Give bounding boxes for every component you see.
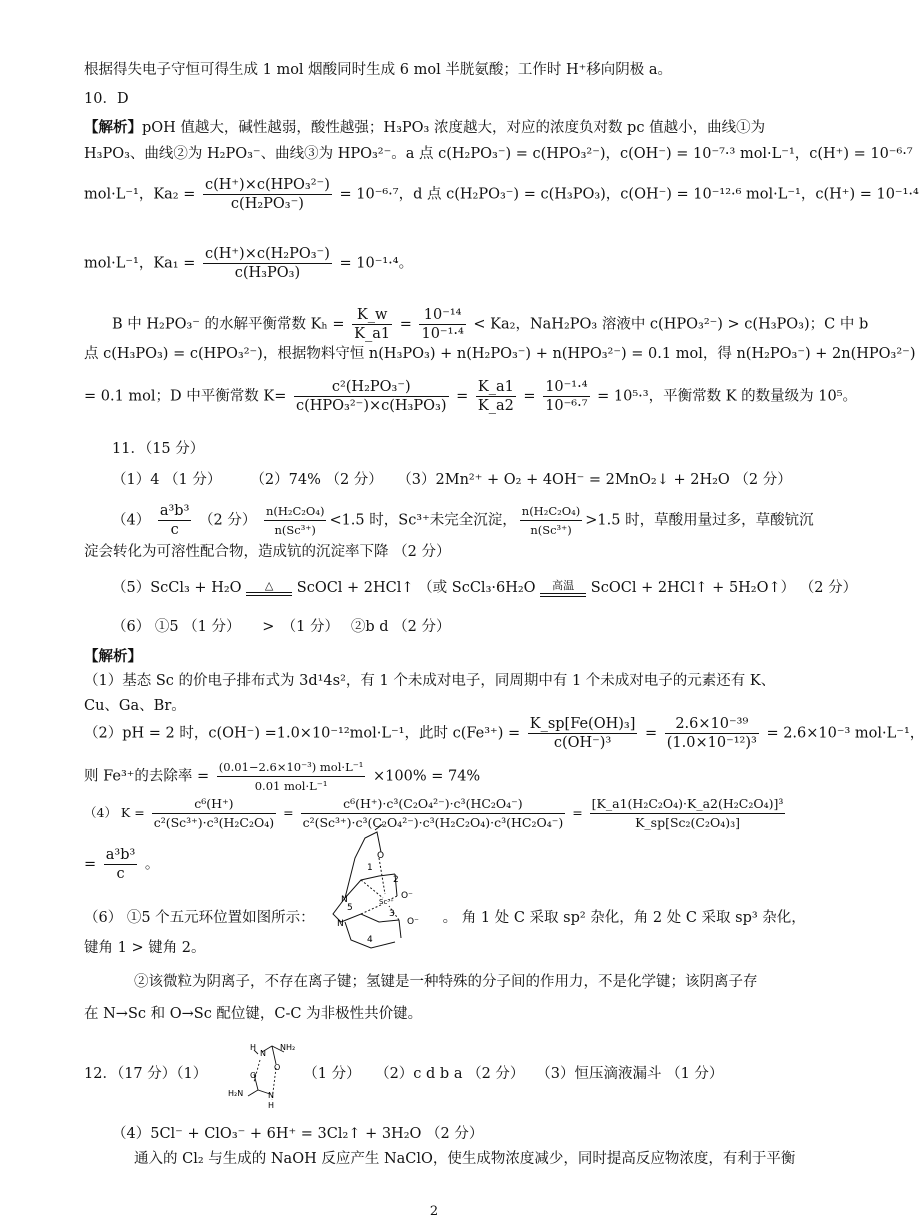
denominator: c(H₃PO₃) [234,265,301,281]
urea-dimer-structure [220,1034,310,1116]
fraction [158,502,192,539]
page-number: 2 [429,1204,439,1219]
equation-kh [112,306,869,343]
numerator: n(H₂C₂O₄) [520,502,582,521]
equation-ka1 [84,245,798,282]
text: （4） [112,512,151,529]
o-minus: O⁻ [401,891,413,901]
text: 则 Fe³⁺的去除率 = [84,768,210,785]
text: = [399,316,412,333]
question-11-heading: 11．（15 分） [112,441,205,457]
numerator: K_sp[Fe(OH)₃] [529,716,636,732]
text: ×100% = 74% [373,768,481,785]
fraction [665,715,759,752]
o-atom: O [377,851,385,861]
o-atom: O [274,1063,281,1072]
denominator: c [116,866,125,882]
text: （5）ScCl₃ + H₂O [112,580,242,596]
denominator: (1.0×10⁻¹²)³ [666,735,757,751]
ring-label: 3 [389,909,395,919]
equation-result: = $\frac{\text{a³b³}}{c}$ 。 [84,847,160,882]
text-line [84,118,798,138]
heat-arrow: △ [246,581,292,596]
numerator: K_a1 [477,379,514,395]
fraction [104,846,138,883]
text: = 0.1 mol；D 中平衡常数 K= [84,388,287,405]
text: ScOCl + 2HCl↑ （或 ScCl₃·6H₂O [296,580,536,596]
fraction [528,715,638,752]
text-line [84,908,806,928]
text-line: 在 N→Sc 和 O→Sc 配位键，C-C 为非极性共价键。 [84,1006,423,1022]
denominator: K_sp[Sc₂(C₂O₄)₃] [635,815,740,830]
denominator: 10⁻¹·⁴ [421,326,464,342]
fraction [217,758,366,795]
text: mol·L⁻¹，Ka₂ = [84,186,196,203]
ring-label: 5 [347,903,353,913]
fraction [203,245,332,282]
h2n-group: H₂N [228,1089,244,1098]
text-line: 淀会转化为可溶性配合物，造成钪的沉淀率下降 （2 分） [84,544,451,560]
text: （1 分） （2）c d b a （2 分） （3）恒压滴液漏斗 （1 分） [303,1066,724,1082]
numerator: c⁶(H⁺)·c³(C₂O₄²⁻)·c³(HC₂O₄⁻) [301,795,566,814]
text-line: 键角 1 > 键角 2。 [84,940,206,956]
denominator: K_a1 [354,326,391,342]
denominator: 0.01 mol·L⁻¹ [254,779,328,793]
denominator: c(HPO₃²⁻)×c(H₃PO₃) [295,398,447,414]
denominator: c(OH⁻)³ [553,735,612,751]
numerator: c(H⁺)×c(H₂PO₃⁻) [204,246,330,262]
fraction [294,378,449,415]
denominator: c [170,522,179,538]
n-atom: N [337,919,344,929]
numerator: c⁶(H⁺) [152,795,276,814]
numerator: 2.6×10⁻³⁹ [665,715,759,734]
text-line: 通入的 Cl₂ 与生成的 NaOH 反应产生 NaClO，使生成物浓度减少，同时提高反应物浓度，有利于平衡 [134,1151,796,1167]
equation-ka2 [84,176,919,213]
text: mol·L⁻¹，Ka₁ = [84,255,196,272]
numerator: K_w [352,306,392,325]
text: = 10⁵·³，平衡常数 K 的数量级为 10⁵。 [597,388,858,405]
text: = 2.6×10⁻³ mol·L⁻¹， [766,725,924,742]
equation-removal-rate [84,758,798,795]
numerator: n(H₂C₂O₄) [264,502,326,521]
sc-atom: Sc³⁺ [379,898,394,906]
fraction [352,306,392,343]
n-atom: N [268,1091,274,1100]
text-line: H₃PO₃、曲线②为 H₂PO₃⁻、曲线③为 HPO₃²⁻。a 点 c(H₂PO₃⁻) = c(HPO₃²⁻)，c(OH⁻) = 10⁻⁷·³ mol·L⁻¹，c(H⁺) = 10⁻⁶·⁷ [84,146,913,162]
text: B 中 H₂PO₃⁻ 的水解平衡常数 Kₕ = [112,316,345,333]
analysis-heading: 【解析】 [84,119,142,136]
numerator: c²(H₂PO₃⁻) [294,378,449,397]
answer-4 [112,502,814,539]
question-12-line [84,1064,798,1084]
text: 。 角 1 处 C 采取 sp² 杂化，角 2 处 C 采取 sp³ 杂化， [442,910,806,926]
equation-k-sc: （4） K = $\frac{\text{c⁶(H⁺)}}{\text{c²(Sc³⁺)·c³(H₂C₂O₄)}}$ = $\frac{\text{c⁶(H⁺)·c³(C₂O₄²⁻)·c³(HC₂O₄⁻)}}{\text{c²(Sc³⁺)·c³(C₂O₄²⁻)·c³(H₂C₂O₄)·c³(HC₂O₄⁻)}}$ = $\frac{\text{[K\_a1(H₂C₂O₄)·K\_a2(H₂C₂O₄)]³}}{\text{K\_sp[Sc₂(C₂O₄)₃]}}$ [84,796,784,830]
sc-complex-structure [305,818,435,958]
denominator: 10⁻⁶·⁷ [545,398,588,414]
equation-fe: （2）pH = 2 时，c(OH⁻) =1.0×10⁻¹²mol·L⁻¹，此时 c(Fe³⁺) = $\frac{\text{K\_sp[Fe(OH)₃]}}{\text{c(OH⁻)³}}$ = $\frac{\text{2.6×10⁻³⁹}}{\text{(1.0×10⁻¹²)³}}$ = 2.6×10⁻³ mol·L⁻¹， [84,716,924,751]
fraction [543,378,589,415]
question-10-answer: 10．D [84,91,129,107]
numerator: 10⁻¹·⁴ [545,379,588,395]
numerator: c(H⁺)×c(HPO₃²⁻) [204,177,330,193]
text: = 10⁻¹·⁴。 [339,255,414,272]
answer-5 [112,578,858,598]
fraction [152,795,276,832]
text-line: （4）5Cl⁻ + ClO₃⁻ + 6H⁺ = 3Cl₂↑ + 3H₂O （2 分） [112,1126,484,1142]
text: pOH 值越大，碱性越弱，酸性越强；H₃PO₃ 浓度越大，对应的浓度负对数 pc 值越小，曲线①为 [142,120,766,136]
numerator: a³b³ [159,503,190,519]
text-line: 点 c(H₃PO₃) = c(HPO₃²⁻)，根据物料守恒 n(H₃PO₃) + n(H₂PO₃⁻) + n(HPO₃²⁻) = 0.1 mol，得 n(H₂PO₃⁻) + 2n(HPO₃²⁻) [84,346,916,362]
fraction [590,795,786,832]
denominator: c(H₂PO₃⁻) [230,196,304,212]
numerator: (0.01−2.6×10⁻³) mol·L⁻¹ [217,758,366,777]
text: <1.5 时，Sc³⁺未完全沉淀， [329,512,517,529]
fraction [203,176,332,213]
h-atom: H [268,1101,275,1110]
h-atom: H [250,1043,257,1052]
text-line: （1）基态 Sc 的价电子排布式为 3d¹4s²，有 1 个未成对电子，同周期中有 1 个未成对电子的元素还有 K、 [84,673,776,689]
numerator: [K_a1(H₂C₂O₄)·K_a2(H₂C₂O₄)]³ [590,795,786,814]
text: >1.5 时，草酸用量过多，草酸钪沉 [585,512,814,529]
numerator: a³b³ [105,847,136,863]
text: （6） ①5 个五元环位置如图所示： [84,910,315,926]
fraction [476,378,516,415]
text-line: （6） ①5 （1 分） > （1 分） ②b d （2 分） [112,619,451,635]
high-temp-arrow: 高温 [540,580,586,597]
n-atom: N [341,895,348,905]
text: 12．（17 分）（1） [84,1066,208,1082]
fraction [264,502,326,539]
text-line: 根据得失电子守恒可得生成 1 mol 烟酸同时生成 6 mol 半胱氨酸；工作时 H⁺移向阴极 a。 [84,62,672,78]
analysis-heading [84,647,798,667]
text: （4） K = [84,805,145,820]
n-atom: N [260,1049,266,1058]
text: < Ka₂，NaH₂PO₃ 溶液中 c(HPO₃²⁻) > c(H₃PO₃)；C 中 b [473,316,869,333]
ring-label: 1 [367,863,373,873]
text: （2）pH = 2 时，c(OH⁻) =1.0×10⁻¹²mol·L⁻¹，此时 c(Fe³⁺) = [84,725,521,742]
fraction [520,502,582,539]
text-line: ②该微粒为阴离子，不存在离子键；氢键是一种特殊的分子间的作用力，不是化学键；该阴离子存 [134,974,758,990]
ring-label: 2 [393,875,399,885]
o-atom: O [250,1071,257,1080]
o-minus: O⁻ [407,917,419,927]
ring-label: 4 [367,935,373,945]
denominator: n(Sc³⁺) [530,523,572,537]
numerator: 10⁻¹⁴ [419,306,465,325]
denominator: K_a2 [477,398,514,414]
text-line: （1）4 （1 分） （2）74% （2 分） （3）2Mn²⁺ + O₂ + 4OH⁻ = 2MnO₂↓ + 2H₂O （2 分） [112,472,792,488]
nh2-group: NH₂ [280,1043,296,1052]
text: （2 分） [199,512,257,529]
denominator: n(Sc³⁺) [274,523,316,537]
denominator: c²(Sc³⁺)·c³(H₂C₂O₄) [153,815,275,830]
text: ScOCl + 2HCl↑ + 5H₂O↑） （2 分） [590,580,858,596]
text-line: Cu、Ga、Br。 [84,698,186,714]
denominator: c²(Sc³⁺)·c³(C₂O₄²⁻)·c³(H₂C₂O₄)·c³(HC₂O₄⁻) [302,815,564,830]
text: 【解析】 [84,648,142,665]
equation-k: = 0.1 mol；D 中平衡常数 K= $\frac{\text{c²(H₂PO₃⁻)}}{\text{c(HPO₃²⁻)×c(H₃PO₃)}}$ = $\frac{K\_a1}{K\_a2}$ = $\frac{\text{10⁻¹·⁴}}{\text{10⁻⁶·⁷}}$ = 10⁵·³，平衡常数 K 的数量级为 10⁵。 [84,379,858,414]
text: = 10⁻⁶·⁷，d 点 c(H₂PO₃⁻) = c(H₃PO₃)，c(OH⁻) = 10⁻¹²·⁶ mol·L⁻¹，c(H⁺) = 10⁻¹·⁴ [339,186,919,203]
fraction [419,306,465,343]
